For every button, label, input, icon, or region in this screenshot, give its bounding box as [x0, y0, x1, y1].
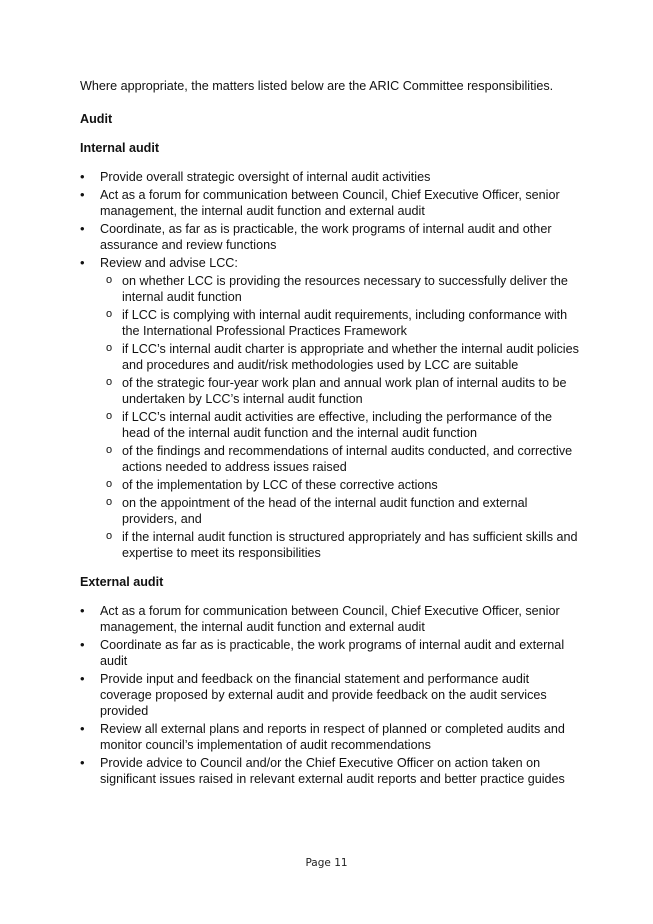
sub-list-item: o on whether LCC is providing the resources necessary to successfully deliver the internal audit function [100, 273, 580, 305]
list-item: • Act as a forum for communication between Council, Chief Executive Officer, senior management, the internal audit function and external audit [80, 187, 580, 219]
external-audit-list [80, 603, 580, 787]
sub-list-item: o if the internal audit function is structured appropriately and has sufficient skills and expertise to meet its responsibilities [100, 529, 580, 561]
list-item: • Provide advice to Council and/or the Chief Executive Officer on action taken on significant issues raised in relevant external audit reports and better practice guides [80, 755, 580, 787]
list-item: • Provide input and feedback on the financial statement and performance audit coverage proposed by external audit and provide feedback on the audit services provided [80, 671, 580, 719]
external-audit-heading: External audit [80, 575, 164, 589]
list-item: • Coordinate as far as is practicable, the work programs of internal audit and external audit [80, 637, 580, 669]
list-item: • Review all external plans and reports in respect of planned or completed audits and monitor council’s implementation of audit recommendations [80, 721, 580, 753]
sub-list-item: o of the findings and recommendations of internal audits conducted, and corrective actions needed to address issues raised [100, 443, 580, 475]
list-item: • Provide overall strategic oversight of internal audit activities [80, 169, 580, 185]
intro-paragraph: Where appropriate, the matters listed below are the ARIC Committee responsibilities. [80, 79, 554, 93]
list-item: • Review and advise LCC: o on whether LCC is providing the resources necessary to successfully deliver the internal audit function o if LCC is complying with internal audit requirements, including conformance with the International Professional Practices Framework o if LCC’s internal audit charter is appropriate and whether the internal audit policies and procedures and audit/risk methodologies used by LCC are suitable o of the strategic four-year work plan and annual work plan of internal audits to be undertaken by LCC’s internal audit function o if LCC’s internal audit activities are effective, including the performance of the head of the internal audit function and the internal audit function o of the findings and recommendations of internal audits conducted, and corrective actions needed to address issues raised o of the implementation by LCC of these corrective actions o on the appointment of the head of the internal audit function and external providers, and o if the internal audit function is structured appropriately and has sufficient skills and expertise to meet its responsibilities [80, 255, 580, 561]
review-advise-sublist [100, 273, 580, 561]
document-page [80, 78, 580, 789]
sub-list-item: o of the implementation by LCC of these corrective actions [100, 477, 580, 493]
audit-heading: Audit [80, 112, 113, 126]
internal-audit-list [80, 169, 580, 561]
sub-list-item: o if LCC is complying with internal audit requirements, including conformance with the International Professional Practices Framework [100, 307, 580, 339]
list-item: • Act as a forum for communication between Council, Chief Executive Officer, senior management, the internal audit function and external audit [80, 603, 580, 635]
list-item: • Coordinate, as far as is practicable, the work programs of internal audit and other assurance and review functions [80, 221, 580, 253]
internal-audit-heading: Internal audit [80, 141, 160, 155]
page-number: Page 11 [305, 857, 348, 869]
sub-list-item: o if LCC’s internal audit charter is appropriate and whether the internal audit policies and procedures and audit/risk methodologies used by LCC are suitable [100, 341, 580, 373]
sub-list-item: o of the strategic four-year work plan and annual work plan of internal audits to be undertaken by LCC’s internal audit function [100, 375, 580, 407]
sub-list-item: o on the appointment of the head of the internal audit function and external providers, and [100, 495, 580, 527]
sub-list-item: o if LCC’s internal audit activities are effective, including the performance of the head of the internal audit function and the internal audit function [100, 409, 580, 441]
